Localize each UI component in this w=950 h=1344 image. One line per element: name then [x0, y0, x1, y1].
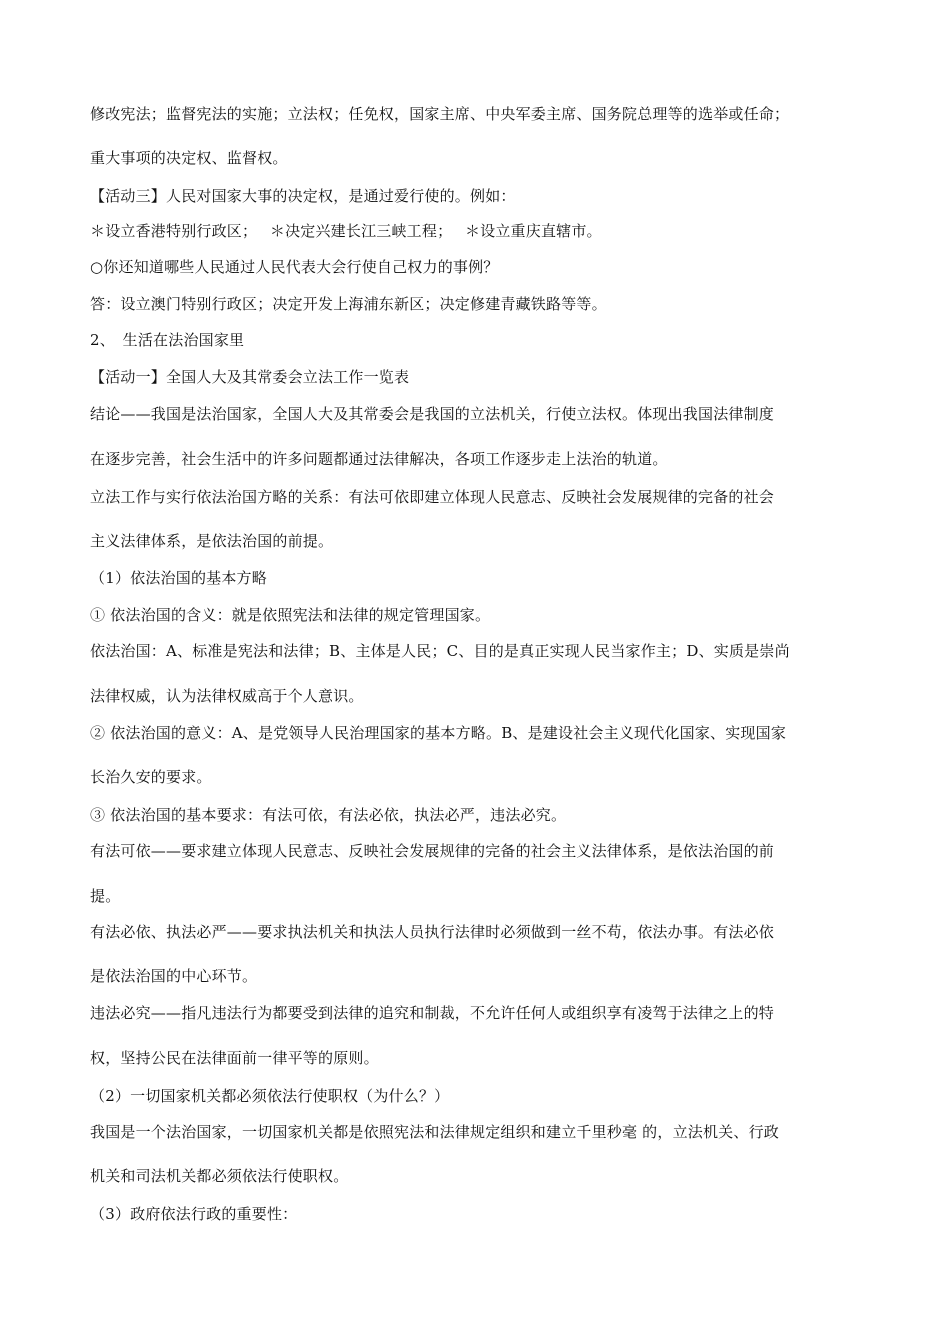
text-line: 法律权威，认为法律权威高于个人意识。 — [90, 687, 364, 705]
text-line: 修改宪法；监督宪法的实施；立法权；任免权，国家主席、中央军委主席、国务院总理等的选举或任命； — [90, 105, 790, 123]
text-line: 主义法律体系，是依法治国的前提。 — [90, 532, 334, 550]
text-line: 【活动一】全国人大及其常委会立法工作一览表 — [90, 368, 410, 386]
text-line: 有法必依、执法必严——要求执法机关和执法人员执行法律时必须做到一丝不苟，依法办事。有法必依 — [90, 923, 775, 941]
subsection-heading: （1）依法治国的基本方略 — [90, 569, 267, 587]
text-line: ② 依法治国的意义：A、是党领导人民治理国家的基本方略。B、是建设社会主义现代化国家、实现国家 — [90, 724, 787, 742]
text-line: 机关和司法机关都必须依法行使职权。 — [90, 1167, 349, 1185]
text-line: ① 依法治国的含义：就是依照宪法和法律的规定管理国家。 — [90, 606, 491, 624]
text-line: 长治久安的要求。 — [90, 768, 212, 786]
text-line: ③ 依法治国的基本要求：有法可依，有法必依，执法必严，违法必究。 — [90, 806, 567, 824]
subsection-heading: （2）一切国家机关都必须依法行使职权（为什么？） — [90, 1087, 450, 1105]
text-line: 答：设立澳门特别行政区；决定开发上海浦东新区；决定修建青藏铁路等等。 — [90, 295, 607, 313]
text-line: 重大事项的决定权、监督权。 — [90, 149, 288, 167]
section-heading: 2、 生活在法治国家里 — [90, 331, 245, 349]
text-line: 立法工作与实行依法治国方略的关系：有法可依即建立体现人民意志、反映社会发展规律的完备的社会 — [90, 488, 775, 506]
text-line: 权，坚持公民在法律面前一律平等的原则。 — [90, 1049, 379, 1067]
text-line: 在逐步完善，社会生活中的许多问题都通过法律解决，各项工作逐步走上法治的轨道。 — [90, 450, 668, 468]
text-line: 有法可依——要求建立体现人民意志、反映社会发展规律的完备的社会主义法律体系，是依法治国的前 — [90, 842, 775, 860]
text-line: ○你还知道哪些人民通过人民代表大会行使自己权力的事例？ — [90, 258, 499, 276]
text-line: ＊设立香港特别行政区； ＊决定兴建长江三峡工程； ＊设立重庆直辖市。 — [90, 222, 602, 240]
text-line: 提。 — [90, 887, 121, 905]
text-line: 【活动三】人民对国家大事的决定权，是通过爱行使的。例如： — [90, 187, 516, 205]
text-line: 我国是一个法治国家，一切国家机关都是依照宪法和法律规定组织和建立千里秒毫 的，立法机关、行政 — [90, 1123, 779, 1141]
text-line: 结论——我国是法治国家，全国人大及其常委会是我国的立法机关，行使立法权。体现出我国法律制度 — [90, 405, 775, 423]
text-line: 违法必究——指凡违法行为都要受到法律的追究和制裁，不允许任何人或组织享有凌驾于法律之上的特 — [90, 1004, 775, 1022]
subsection-heading: （3）政府依法行政的重要性： — [90, 1205, 298, 1223]
text-line: 是依法治国的中心环节。 — [90, 967, 258, 985]
text-line: 依法治国：A、标准是宪法和法律；B、主体是人民；C、目的是真正实现人民当家作主；D、实质是崇尚 — [90, 642, 790, 660]
